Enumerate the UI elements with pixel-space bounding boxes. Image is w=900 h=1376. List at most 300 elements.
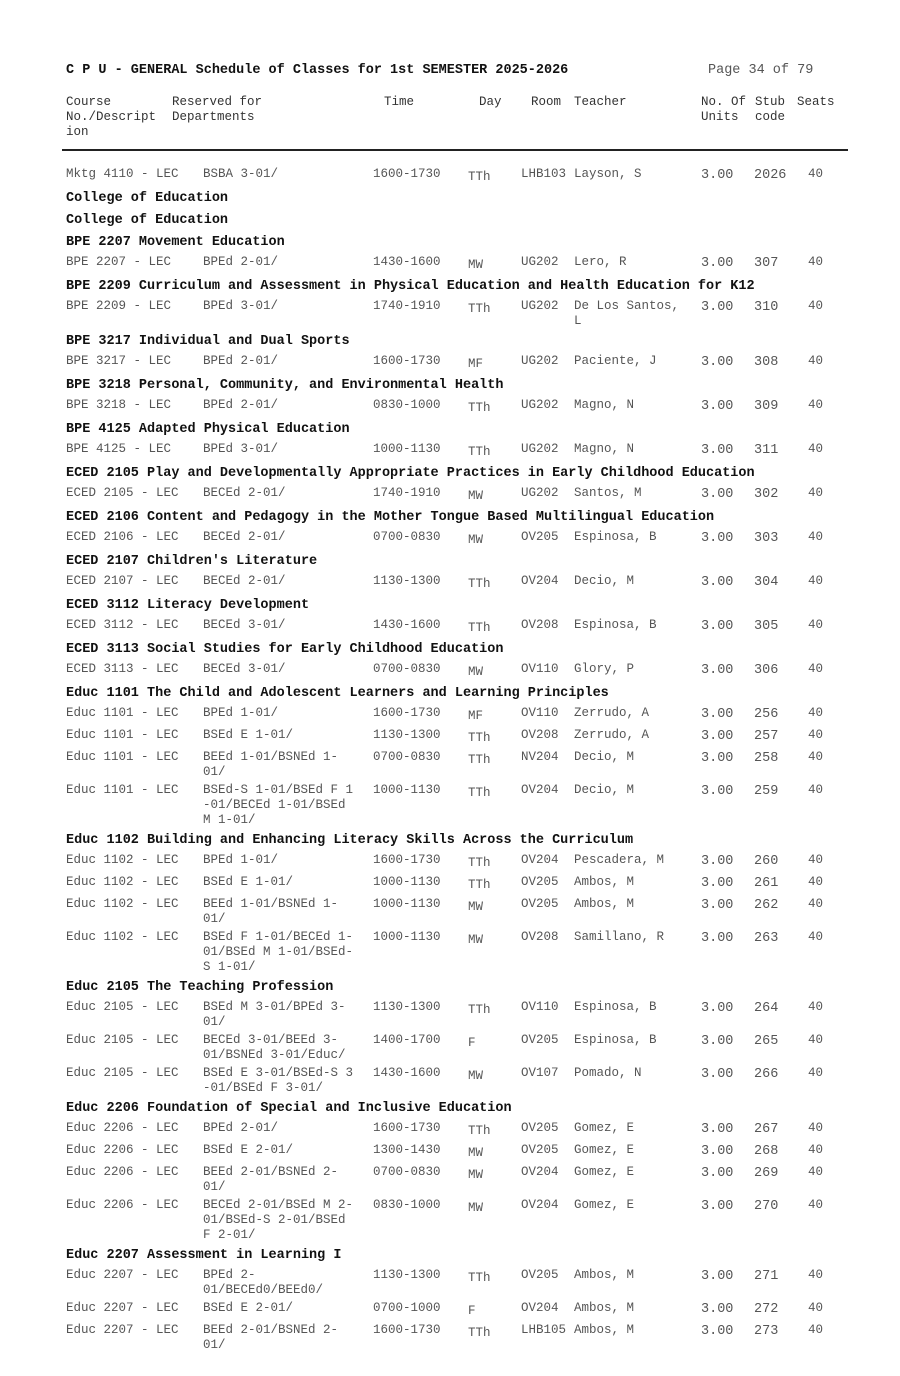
course-code: Educ 1101 - LEC (66, 783, 179, 797)
column-header-units: No. Of Units (701, 95, 747, 124)
stub-code: 268 (754, 1144, 779, 1159)
room: OV208 (521, 728, 559, 742)
seats: 40 (808, 618, 824, 632)
teacher: Pescadera, M (574, 853, 665, 867)
schedule-row (0, 255, 900, 273)
schedule-row (0, 783, 900, 827)
units: 3.00 (701, 876, 734, 891)
units: 3.00 (701, 1034, 734, 1049)
room: UG202 (521, 398, 559, 412)
column-header-seats: Seats (797, 95, 835, 109)
class-day: MW (468, 489, 484, 503)
reserved-departments: BSEd-S 1-01/BSEd F 1 -01/BECEd 1-01/BSEd M 1-01/ (203, 783, 354, 827)
class-time: 1000-1130 (373, 442, 441, 456)
class-time: 1130-1300 (373, 1268, 441, 1282)
class-time: 0700-1000 (373, 1301, 441, 1315)
units: 3.00 (701, 168, 734, 183)
teacher: Decio, M (574, 574, 635, 588)
stub-code: 258 (754, 751, 779, 766)
stub-code: 302 (754, 487, 779, 502)
reserved-departments: BSBA 3-01/ (203, 167, 279, 181)
reserved-departments: BPEd 1-01/ (203, 706, 279, 720)
seats: 40 (808, 783, 824, 797)
class-time: 1600-1730 (373, 1323, 441, 1337)
class-time: 1130-1300 (373, 728, 441, 742)
teacher: Ambos, M (574, 897, 635, 911)
course-code: Educ 2206 - LEC (66, 1143, 179, 1157)
reserved-departments: BEEd 2-01/BSNEd 2- 01/ (203, 1323, 339, 1352)
reserved-departments: BECEd 2-01/ (203, 486, 286, 500)
class-time: 1600-1730 (373, 706, 441, 720)
teacher: Zerrudo, A (574, 706, 650, 720)
reserved-departments: BECEd 2-01/ (203, 530, 286, 544)
units: 3.00 (701, 784, 734, 799)
room: OV205 (521, 1268, 559, 1282)
reserved-departments: BPEd 1-01/ (203, 853, 279, 867)
seats: 40 (808, 574, 824, 588)
units: 3.00 (701, 931, 734, 946)
schedule-row (0, 1165, 900, 1194)
teacher: Glory, P (574, 662, 635, 676)
reserved-departments: BPEd 2-01/ (203, 1121, 279, 1135)
units: 3.00 (701, 729, 734, 744)
room: OV204 (521, 853, 559, 867)
room: OV205 (521, 1143, 559, 1157)
course-title: BPE 2207 Movement Education (66, 235, 285, 250)
units: 3.00 (701, 1302, 734, 1317)
class-day: MW (468, 1069, 484, 1083)
schedule-row (0, 299, 900, 328)
schedule-row (0, 750, 900, 779)
seats: 40 (808, 750, 824, 764)
class-day: MW (468, 1146, 484, 1160)
units: 3.00 (701, 1067, 734, 1082)
stub-code: 270 (754, 1199, 779, 1214)
stub-code: 260 (754, 854, 779, 869)
room: OV107 (521, 1066, 559, 1080)
room: OV110 (521, 662, 559, 676)
schedule-row (0, 706, 900, 724)
schedule-row (0, 1301, 900, 1319)
schedule-row (0, 354, 900, 372)
schedule-row (0, 1143, 900, 1161)
stub-code: 264 (754, 1001, 779, 1016)
schedule-row (0, 442, 900, 460)
teacher: Ambos, M (574, 1323, 635, 1337)
course-code: ECED 2105 - LEC (66, 486, 179, 500)
teacher: Espinosa, B (574, 1033, 657, 1047)
stub-code: 269 (754, 1166, 779, 1181)
class-day: F (468, 1036, 476, 1050)
class-day: TTh (468, 302, 491, 316)
seats: 40 (808, 897, 824, 911)
stub-code: 259 (754, 784, 779, 799)
room: UG202 (521, 442, 559, 456)
reserved-departments: BEEd 1-01/BSNEd 1- 01/ (203, 750, 339, 779)
course-title: BPE 3218 Personal, Community, and Environmental Health (66, 378, 504, 393)
class-day: TTh (468, 1271, 491, 1285)
seats: 40 (808, 875, 824, 889)
units: 3.00 (701, 531, 734, 546)
course-title: Educ 1102 Building and Enhancing Literacy Skills Across the Curriculum (66, 833, 634, 848)
reserved-departments: BPEd 2-01/ (203, 354, 279, 368)
reserved-departments: BSEd E 3-01/BSEd-S 3 -01/BSEd F 3-01/ (203, 1066, 354, 1095)
course-code: Educ 1101 - LEC (66, 750, 179, 764)
class-day: MW (468, 1201, 484, 1215)
stub-code: 263 (754, 931, 779, 946)
room: OV204 (521, 1198, 559, 1212)
seats: 40 (808, 1066, 824, 1080)
teacher: Layson, S (574, 167, 642, 181)
room: OV205 (521, 875, 559, 889)
class-time: 1740-1910 (373, 486, 441, 500)
units: 3.00 (701, 256, 734, 271)
seats: 40 (808, 662, 824, 676)
course-code: Educ 2105 - LEC (66, 1066, 179, 1080)
teacher: Decio, M (574, 750, 635, 764)
class-day: MF (468, 357, 484, 371)
course-title: ECED 3113 Social Studies for Early Childhood Education (66, 642, 504, 657)
class-day: TTh (468, 753, 491, 767)
stub-code: 309 (754, 399, 779, 414)
course-code: ECED 3112 - LEC (66, 618, 179, 632)
reserved-departments: BECEd 2-01/BSEd M 2- 01/BSEd-S 2-01/BSEd F 2-01/ (203, 1198, 354, 1242)
seats: 40 (808, 728, 824, 742)
column-header-course: Course No./Descript ion (66, 95, 157, 139)
room: OV110 (521, 1000, 559, 1014)
class-time: 1130-1300 (373, 574, 441, 588)
room: OV204 (521, 1301, 559, 1315)
course-code: Educ 1102 - LEC (66, 875, 179, 889)
units: 3.00 (701, 1001, 734, 1016)
class-day: TTh (468, 621, 491, 635)
class-day: F (468, 1304, 476, 1318)
units: 3.00 (701, 751, 734, 766)
course-title: ECED 3112 Literacy Development (66, 598, 310, 613)
column-header-time: Time (384, 95, 415, 109)
class-time: 0700-0830 (373, 530, 441, 544)
stub-code: 308 (754, 355, 779, 370)
stub-code: 273 (754, 1324, 779, 1339)
course-code: Educ 2206 - LEC (66, 1165, 179, 1179)
course-code: ECED 2106 - LEC (66, 530, 179, 544)
column-header-room: Room (531, 95, 562, 109)
class-time: 1740-1910 (373, 299, 441, 313)
stub-code: 305 (754, 619, 779, 634)
reserved-departments: BSEd F 1-01/BECEd 1- 01/BSEd M 1-01/BSEd- S 1-01/ (203, 930, 354, 974)
class-time: 1600-1730 (373, 354, 441, 368)
units: 3.00 (701, 619, 734, 634)
course-code: Educ 1101 - LEC (66, 728, 179, 742)
teacher: Gomez, E (574, 1165, 635, 1179)
schedule-row (0, 618, 900, 636)
seats: 40 (808, 255, 824, 269)
schedule-row (0, 728, 900, 746)
header-divider (62, 149, 848, 151)
schedule-row (0, 1121, 900, 1139)
teacher: Ambos, M (574, 1301, 635, 1315)
column-header-day: Day (479, 95, 502, 109)
class-day: TTh (468, 170, 491, 184)
class-day: TTh (468, 401, 491, 415)
class-day: TTh (468, 731, 491, 745)
seats: 40 (808, 1000, 824, 1014)
room: OV204 (521, 574, 559, 588)
seats: 40 (808, 354, 824, 368)
class-time: 1400-1700 (373, 1033, 441, 1047)
teacher: Gomez, E (574, 1121, 635, 1135)
reserved-departments: BPEd 2-01/ (203, 255, 279, 269)
room: OV208 (521, 618, 559, 632)
units: 3.00 (701, 1269, 734, 1284)
class-time: 0700-0830 (373, 662, 441, 676)
room: UG202 (521, 255, 559, 269)
class-time: 1600-1730 (373, 167, 441, 181)
class-time: 1300-1430 (373, 1143, 441, 1157)
course-code: Educ 1102 - LEC (66, 930, 179, 944)
units: 3.00 (701, 1199, 734, 1214)
class-day: TTh (468, 878, 491, 892)
course-code: Educ 2207 - LEC (66, 1301, 179, 1315)
stub-code: 304 (754, 575, 779, 590)
course-code: Educ 2207 - LEC (66, 1323, 179, 1337)
reserved-departments: BPEd 3-01/ (203, 442, 279, 456)
schedule-row (0, 574, 900, 592)
course-title: Educ 2207 Assessment in Learning I (66, 1248, 342, 1263)
units: 3.00 (701, 663, 734, 678)
stub-code: 267 (754, 1122, 779, 1137)
teacher: Magno, N (574, 398, 635, 412)
course-code: BPE 3217 - LEC (66, 354, 172, 368)
stub-code: 262 (754, 898, 779, 913)
reserved-departments: BPEd 3-01/ (203, 299, 279, 313)
room: OV205 (521, 530, 559, 544)
reserved-departments: BPEd 2-01/ (203, 398, 279, 412)
class-time: 1600-1730 (373, 1121, 441, 1135)
reserved-departments: BPEd 2- 01/BECEd0/BEEd0/ (203, 1268, 324, 1297)
room: UG202 (521, 354, 559, 368)
course-code: ECED 3113 - LEC (66, 662, 179, 676)
course-code: Mktg 4110 - LEC (66, 167, 179, 181)
units: 3.00 (701, 575, 734, 590)
units: 3.00 (701, 300, 734, 315)
stub-code: 256 (754, 707, 779, 722)
class-day: TTh (468, 856, 491, 870)
seats: 40 (808, 1268, 824, 1282)
stub-code: 265 (754, 1034, 779, 1049)
reserved-departments: BEEd 2-01/BSNEd 2- 01/ (203, 1165, 339, 1194)
course-title: ECED 2105 Play and Developmentally Appropriate Practices in Early Childhood Education (66, 466, 755, 481)
stub-code: 303 (754, 531, 779, 546)
seats: 40 (808, 1165, 824, 1179)
course-code: Educ 1102 - LEC (66, 853, 179, 867)
class-time: 1430-1600 (373, 618, 441, 632)
room: OV204 (521, 1165, 559, 1179)
course-title: BPE 3217 Individual and Dual Sports (66, 334, 350, 349)
room: OV205 (521, 1033, 559, 1047)
class-time: 0700-0830 (373, 750, 441, 764)
room: OV208 (521, 930, 559, 944)
course-title: ECED 2106 Content and Pedagogy in the Mother Tongue Based Multilingual Education (66, 510, 715, 525)
schedule-row (0, 853, 900, 871)
course-code: BPE 3218 - LEC (66, 398, 172, 412)
course-title: College of Education (66, 191, 229, 206)
course-code: Educ 2105 - LEC (66, 1000, 179, 1014)
course-code: Educ 2105 - LEC (66, 1033, 179, 1047)
stub-code: 266 (754, 1067, 779, 1082)
reserved-departments: BECEd 3-01/ (203, 662, 286, 676)
units: 3.00 (701, 487, 734, 502)
course-code: Educ 2207 - LEC (66, 1268, 179, 1282)
reserved-departments: BECEd 3-01/BEEd 3- 01/BSNEd 3-01/Educ/ (203, 1033, 346, 1062)
schedule-list (0, 167, 900, 1352)
schedule-row (0, 1323, 900, 1352)
class-day: TTh (468, 1326, 491, 1340)
class-day: TTh (468, 1124, 491, 1138)
class-time: 1000-1130 (373, 783, 441, 797)
teacher: Espinosa, B (574, 530, 657, 544)
class-day: MW (468, 533, 484, 547)
reserved-departments: BSEd M 3-01/BPEd 3- 01/ (203, 1000, 346, 1029)
stub-code: 271 (754, 1269, 779, 1284)
schedule-row (0, 1066, 900, 1095)
class-time: 1130-1300 (373, 1000, 441, 1014)
units: 3.00 (701, 1166, 734, 1181)
teacher: Pomado, N (574, 1066, 642, 1080)
room: OV205 (521, 1121, 559, 1135)
schedule-row (0, 662, 900, 680)
course-code: BPE 4125 - LEC (66, 442, 172, 456)
stub-code: 2026 (754, 168, 787, 183)
stub-code: 272 (754, 1302, 779, 1317)
course-code: Educ 2206 - LEC (66, 1121, 179, 1135)
class-day: TTh (468, 1003, 491, 1017)
seats: 40 (808, 1143, 824, 1157)
column-header-stub: Stub code (755, 95, 786, 124)
units: 3.00 (701, 1144, 734, 1159)
reserved-departments: BSEd E 2-01/ (203, 1143, 294, 1157)
class-time: 1430-1600 (373, 1066, 441, 1080)
course-code: ECED 2107 - LEC (66, 574, 179, 588)
class-time: 1600-1730 (373, 853, 441, 867)
stub-code: 306 (754, 663, 779, 678)
class-day: TTh (468, 786, 491, 800)
seats: 40 (808, 398, 824, 412)
teacher: Ambos, M (574, 1268, 635, 1282)
stub-code: 311 (754, 443, 779, 458)
units: 3.00 (701, 399, 734, 414)
course-code: BPE 2209 - LEC (66, 299, 172, 313)
class-day: MW (468, 933, 484, 947)
seats: 40 (808, 442, 824, 456)
page-number: Page 34 of 79 (708, 63, 814, 78)
units: 3.00 (701, 1122, 734, 1137)
stub-code: 261 (754, 876, 779, 891)
reserved-departments: BSEd E 2-01/ (203, 1301, 294, 1315)
teacher: Espinosa, B (574, 1000, 657, 1014)
schedule-row (0, 875, 900, 893)
schedule-row (0, 398, 900, 416)
course-code: BPE 2207 - LEC (66, 255, 172, 269)
teacher: Gomez, E (574, 1198, 635, 1212)
class-time: 1000-1130 (373, 897, 441, 911)
teacher: Zerrudo, A (574, 728, 650, 742)
reserved-departments: BSEd E 1-01/ (203, 728, 294, 742)
units: 3.00 (701, 854, 734, 869)
course-title: BPE 2209 Curriculum and Assessment in Physical Education and Health Education for K12 (66, 279, 755, 294)
course-title: Educ 2206 Foundation of Special and Inclusive Education (66, 1101, 512, 1116)
schedule-row (0, 1268, 900, 1297)
teacher: Decio, M (574, 783, 635, 797)
units: 3.00 (701, 707, 734, 722)
schedule-row (0, 897, 900, 926)
schedule-row (0, 167, 900, 185)
units: 3.00 (701, 1324, 734, 1339)
schedule-row (0, 1033, 900, 1062)
room: OV205 (521, 897, 559, 911)
stub-code: 257 (754, 729, 779, 744)
teacher: Espinosa, B (574, 618, 657, 632)
reserved-departments: BECEd 3-01/ (203, 618, 286, 632)
teacher: Gomez, E (574, 1143, 635, 1157)
column-header-reserved: Reserved for Departments (172, 95, 263, 124)
stub-code: 310 (754, 300, 779, 315)
seats: 40 (808, 1033, 824, 1047)
schedule-row (0, 486, 900, 504)
teacher: Ambos, M (574, 875, 635, 889)
seats: 40 (808, 167, 824, 181)
teacher: Paciente, J (574, 354, 657, 368)
course-title: Educ 1101 The Child and Adolescent Learners and Learning Principles (66, 686, 609, 701)
teacher: De Los Santos, L (574, 299, 680, 328)
seats: 40 (808, 299, 824, 313)
schedule-row (0, 930, 900, 974)
teacher: Magno, N (574, 442, 635, 456)
room: NV204 (521, 750, 559, 764)
reserved-departments: BECEd 2-01/ (203, 574, 286, 588)
class-day: TTh (468, 577, 491, 591)
class-time: 0700-0830 (373, 1165, 441, 1179)
course-title: College of Education (66, 213, 229, 228)
schedule-row (0, 1000, 900, 1029)
room: OV110 (521, 706, 559, 720)
seats: 40 (808, 530, 824, 544)
course-code: Educ 1102 - LEC (66, 897, 179, 911)
class-time: 0830-1000 (373, 1198, 441, 1212)
room: UG202 (521, 299, 559, 313)
seats: 40 (808, 853, 824, 867)
units: 3.00 (701, 355, 734, 370)
seats: 40 (808, 1198, 824, 1212)
room: UG202 (521, 486, 559, 500)
seats: 40 (808, 930, 824, 944)
page-title: C P U - GENERAL Schedule of Classes for 1st SEMESTER 2025-2026 (66, 63, 569, 78)
course-title: BPE 4125 Adapted Physical Education (66, 422, 350, 437)
room: LHB105 (521, 1323, 567, 1337)
class-day: MW (468, 900, 484, 914)
column-header-teacher: Teacher (574, 95, 627, 109)
stub-code: 307 (754, 256, 779, 271)
class-time: 1000-1130 (373, 875, 441, 889)
units: 3.00 (701, 443, 734, 458)
class-time: 1000-1130 (373, 930, 441, 944)
room: OV204 (521, 783, 559, 797)
course-title: Educ 2105 The Teaching Profession (66, 980, 334, 995)
class-day: MW (468, 1168, 484, 1182)
class-day: MW (468, 258, 484, 272)
seats: 40 (808, 1301, 824, 1315)
seats: 40 (808, 1323, 824, 1337)
